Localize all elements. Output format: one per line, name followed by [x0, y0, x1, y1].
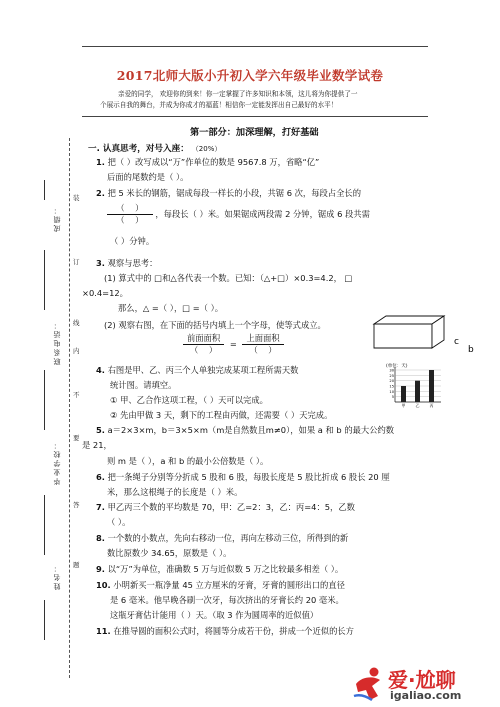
q3-2-equation: 前面面积 （ ） = 上面面积 （ ） [183, 333, 284, 356]
chart-unit: (单位：天) [386, 364, 408, 369]
section-points: （20%） [191, 145, 222, 153]
chart-y-tick: 25 [389, 373, 394, 378]
section-title: 一. 认真思考，对号入座： [88, 144, 189, 154]
q2-line-2 [107, 203, 370, 226]
side-label-score: 成绩： [53, 205, 61, 232]
q6-text-2: 米，那么这根绳子的长度是（ ）米。 [107, 487, 243, 497]
chart-y-tick: 20 [389, 379, 394, 384]
chart-x-tick: 丙 [429, 403, 434, 408]
q2-line-1 [96, 188, 361, 199]
q6-text-1: 把一条绳子分别等分折成 5 股和 6 股，每股长度是 5 股比折成 6 股长 20 厘 [107, 472, 390, 482]
q1-text-1: 把（ ）改写成以“万”作单位的数是 9567.8 万，省略“亿” [107, 157, 320, 167]
q2-text-2: ，每段长（ ）米。如果锯成两段需 2 分钟，锯成 6 段共需 [155, 209, 370, 219]
q3-2-number: (2) [104, 320, 116, 330]
q1-line-1 [96, 157, 319, 168]
seal-mark-2: 订 [73, 258, 80, 266]
cuboid-label-b: b [468, 345, 474, 354]
intro-line-1: 亲爱的同学， 欢迎你的到来！你一定掌握了许多知识和本领，这儿将为你提供了一 [118, 90, 358, 98]
q4-number: 4. [96, 365, 105, 375]
q3-1-text-2: ×0.4=12。 [82, 288, 128, 298]
chart-x-tick: 乙 [415, 403, 420, 408]
q6-number: 6. [96, 472, 105, 482]
seal-mark-8: 题 [73, 561, 80, 569]
q8-line-1 [96, 533, 348, 544]
logo-url: igaliao.com [390, 689, 462, 702]
side-line-4 [44, 495, 45, 555]
q3-1-line-1 [104, 273, 352, 284]
left-numerator: 前面面积 [183, 333, 224, 345]
seal-mark-1: 装 [73, 194, 80, 202]
q5-number: 5. [96, 425, 105, 435]
q7-text-2: （ ）。 [107, 517, 131, 527]
q10-text-2: 是 6 毫米。他早晚各刷一次牙，每次挤出的牙膏长约 20 毫米。 [110, 595, 344, 605]
q2-fraction-blank[interactable]: （ ） （ ） [107, 203, 153, 226]
q9-number: 9. [96, 564, 105, 574]
q7-line-1 [96, 502, 355, 513]
cuboid-figure [372, 314, 482, 354]
intro-line-2: 个展示自我的舞台，并成为你成才的福蓝！相信你一定能发挥出自己最好的水平！ [100, 101, 338, 109]
exam-title: 2017北师大版小升初入学六年级毕业数学试卷 [116, 68, 384, 83]
q3-2-text: 观察右图，在下面的括号内填上一个字母，使等式成立。 [118, 320, 326, 330]
binding-dashed-line [69, 138, 70, 678]
q4-text-1: 右图是甲、乙、丙三个人单独完成某项工程所需天数 [107, 365, 299, 375]
q10-number: 10. [96, 580, 111, 590]
q8-text-2: 数比原数少 34.65，原数是（ ）。 [107, 548, 232, 558]
logo-text: 爱·尬聊 [388, 668, 456, 692]
chart-y-tick: 5 [391, 395, 394, 400]
q4-text-3: ① 甲、乙合作这项工程，（ ）天可以完成。 [110, 395, 268, 405]
q11-number: 11. [96, 626, 111, 636]
q5-line-1 [96, 425, 394, 436]
right-numerator: 上面面积 [242, 333, 283, 345]
q2-number: 2. [96, 188, 105, 198]
q2-text-3: （ ）分钟。 [110, 236, 155, 246]
section-heading [88, 142, 221, 154]
chart-bar-甲 [401, 386, 406, 402]
part-rule [82, 116, 428, 117]
side-label-phone: 联系电话： [53, 320, 61, 365]
equation-right-fraction: 上面面积 （ ） [242, 333, 283, 356]
q3-number: 3. [96, 258, 105, 268]
side-line-2 [44, 250, 45, 310]
q10-line-1 [96, 580, 345, 591]
part-title: 第一部分：加深理解，打好基础 [190, 127, 319, 138]
chart-y-tick: 30 [389, 368, 394, 373]
cuboid-label-c: c [454, 337, 459, 347]
seal-mark-6: 要 [73, 434, 80, 442]
q10-text-1: 小明新买一瓶净量 45 立方厘米的牙膏，牙膏的圆形出口的直径 [113, 580, 345, 590]
q3-1-text-3: 那么，△ =（ ），□ =（ ）。 [118, 303, 224, 313]
q4-text-2: 统计图。请填空。 [110, 380, 177, 390]
q10-text-3: 这瓶牙膏估计能用（ ）天。（取 3 作为圆周率的近似值） [110, 610, 319, 620]
q9-line-1 [96, 564, 343, 575]
chart-y-tick: 15 [389, 384, 394, 389]
q9-text-1: 以“万”为单位，准确数 5 万与近似数 5 万之比较最多相差（ ）。 [107, 564, 344, 574]
q4-line-1 [96, 365, 298, 376]
chart-bar-乙 [415, 381, 420, 402]
chart-x-tick: 甲 [401, 403, 406, 408]
q3-text: 观察与思考： [107, 258, 158, 268]
side-label-name: 姓名： [53, 563, 61, 590]
q4-text-4: ② 先由甲做 3 天，剩下的工程由丙做，还需要（ ）天完成。 [110, 410, 333, 420]
side-label-school: 毕业学校： [53, 440, 61, 485]
top-rule [82, 46, 428, 47]
q8-number: 8. [96, 533, 105, 543]
side-line-1 [44, 180, 45, 200]
q1-number: 1. [96, 157, 105, 167]
q8-text-1: 一个数的小数点，先向右移动一位，再向左移动三位，所得到的新 [107, 533, 349, 543]
q3-1-text-1: 算式中的 □和△各代表一个数。已知：（△+□）×0.3=4.2， □ [118, 273, 353, 283]
seal-mark-3: 线 [73, 319, 80, 327]
seal-mark-5: 不 [73, 391, 80, 399]
q3-line [96, 258, 157, 269]
q2-text-1: 把 5 米长的钢筋，锯成每段一样长的小段，共锯 6 次，每段占全长的 [107, 188, 362, 198]
q7-number: 7. [96, 502, 105, 512]
q1-text-2: 后面的尾数约是（ ）。 [107, 172, 189, 182]
q5-text-3: 则 m 是（ ），a 和 b 的最小公倍数是（ ）。 [107, 456, 269, 466]
seal-mark-4: 内 [73, 347, 80, 355]
chart-bar-丙 [429, 370, 434, 402]
q5-text-2: 是 21， [82, 440, 112, 450]
q7-text-1: 甲乙丙三个数的平均数是 70，甲：乙=2：3，乙：丙=4：5，乙数 [107, 502, 355, 512]
side-line-5 [44, 600, 45, 640]
seal-mark-7: 答 [73, 501, 80, 509]
q3-2-line [104, 320, 326, 331]
q6-line-1 [96, 472, 390, 483]
q11-text-1: 在推导圆的面积公式时，将圆等分成若干份，拼成一个近似的长方 [113, 626, 354, 636]
chart-y-tick: 10 [389, 389, 394, 394]
igaliao-logo-icon [352, 666, 386, 702]
q11-line-1 [96, 626, 354, 637]
days-bar-chart [383, 360, 443, 408]
q3-1-number: (1) [104, 273, 116, 283]
side-line-3 [44, 370, 45, 430]
equation-left-fraction: 前面面积 （ ） [183, 333, 224, 356]
q5-text-1: a＝2×3×m，b＝3×5×m（m是自然数且m≠0），如果 a 和 b 的最大公约数 [107, 425, 395, 435]
